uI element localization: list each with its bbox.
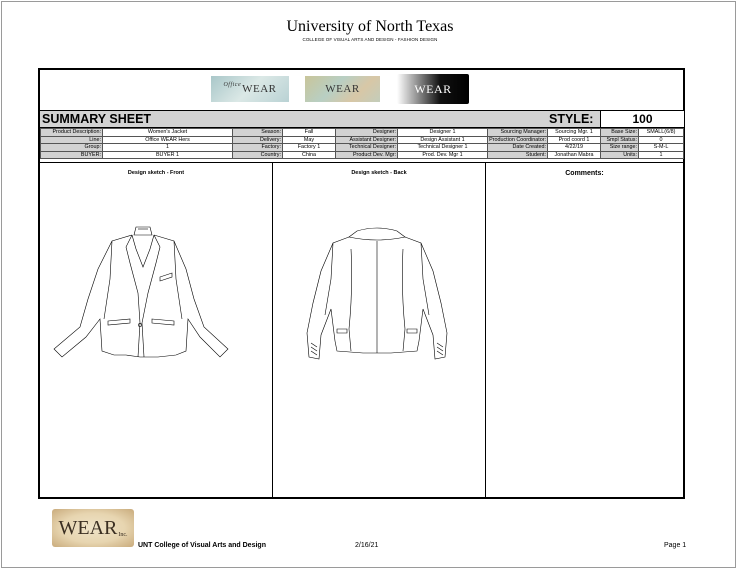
comments-title: Comments: — [565, 170, 604, 177]
info-value: Factory 1 — [283, 144, 336, 152]
back-sketch-title: Design sketch - Back — [351, 170, 407, 176]
logo-text: WEAR — [242, 83, 277, 95]
info-label: Designer: — [336, 129, 398, 137]
info-value: Technical Designer 1 — [398, 144, 488, 152]
info-label: Group: — [41, 144, 103, 152]
info-value: Design Assistant 1 — [398, 136, 488, 144]
info-value: Fall — [283, 129, 336, 137]
info-label: Assistant Designer: — [336, 136, 398, 144]
info-value: 0 — [639, 136, 684, 144]
footer-logo-text: WEAR — [58, 516, 118, 539]
info-value: May — [283, 136, 336, 144]
wear-marble-logo — [305, 76, 380, 102]
info-table — [40, 128, 684, 159]
footer-logo-suffix: Inc. — [118, 532, 128, 538]
info-value: 1 — [639, 151, 684, 159]
footer-page-number: Page 1 — [664, 542, 687, 549]
info-value: BUYER 1 — [103, 151, 233, 159]
summary-frame — [38, 68, 685, 499]
info-row — [41, 144, 684, 152]
college-subtitle: COLLEGE OF VISUAL ARTS AND DESIGN - FASHION DESIGN — [302, 37, 438, 42]
summary-bar — [40, 111, 683, 128]
wear-black-logo — [397, 74, 469, 104]
info-label: Base Size: — [601, 129, 639, 137]
info-label: Product Description: — [41, 129, 103, 137]
info-label: BUYER: — [41, 151, 103, 159]
info-value: Prod. Dev. Mgr 1 — [398, 151, 488, 159]
summary-title: SUMMARY SHEET — [42, 112, 152, 126]
info-label: Country: — [233, 151, 283, 159]
info-label: Technical Designer: — [336, 144, 398, 152]
info-value: Prod coord 1 — [548, 136, 601, 144]
front-sketch-panel — [40, 163, 273, 498]
info-label: Sourcing Manager: — [488, 129, 548, 137]
office-wear-logo — [211, 76, 289, 102]
info-label: Date Created: — [488, 144, 548, 152]
comments-panel — [486, 163, 683, 498]
front-jacket-sketch — [40, 219, 272, 379]
footer-college: UNT College of Visual Arts and Design — [138, 542, 266, 549]
info-value: China — [283, 151, 336, 159]
logo-prefix: Office — [223, 82, 242, 88]
info-value: S-M-L — [639, 144, 684, 152]
info-label: Units: — [601, 151, 639, 159]
info-label: Factory: — [233, 144, 283, 152]
info-value: Office WEAR Hers — [103, 136, 233, 144]
info-value: Jonathan Mabra — [548, 151, 601, 159]
info-row — [41, 129, 684, 137]
info-label: Delivery: — [233, 136, 283, 144]
info-value: Sourcing Mgr. 1 — [548, 129, 601, 137]
info-row — [41, 136, 684, 144]
info-label: Line: — [41, 136, 103, 144]
info-value: 1 — [103, 144, 233, 152]
logo-text: WEAR — [414, 81, 452, 96]
info-value: Designer 1 — [398, 129, 488, 137]
university-title: University of North Texas — [286, 18, 454, 35]
back-sketch-panel — [273, 163, 486, 498]
style-value: 100 — [600, 111, 684, 127]
sketch-panels — [40, 162, 683, 498]
logo-strip — [40, 70, 683, 111]
info-label: Product Dev. Mgr: — [336, 151, 398, 159]
info-label: Production Coordinator: — [489, 136, 546, 143]
front-sketch-title: Design sketch - Front — [127, 170, 185, 176]
info-value: SMALL(6/8) — [639, 129, 684, 137]
footer-date: 2/16/21 — [355, 542, 379, 549]
info-label: Smpl Status: — [601, 136, 639, 144]
info-value: 4/22/19 — [548, 144, 601, 152]
logo-text: WEAR — [325, 83, 360, 95]
info-label: Size range: — [601, 144, 639, 152]
info-value: Women's Jacket — [103, 129, 233, 137]
wear-inc-logo — [52, 509, 134, 547]
style-label: STYLE: — [549, 112, 594, 126]
info-row — [41, 151, 684, 159]
info-label: Student: — [488, 151, 548, 159]
info-label: Season: — [233, 129, 283, 137]
back-jacket-sketch — [273, 219, 485, 379]
